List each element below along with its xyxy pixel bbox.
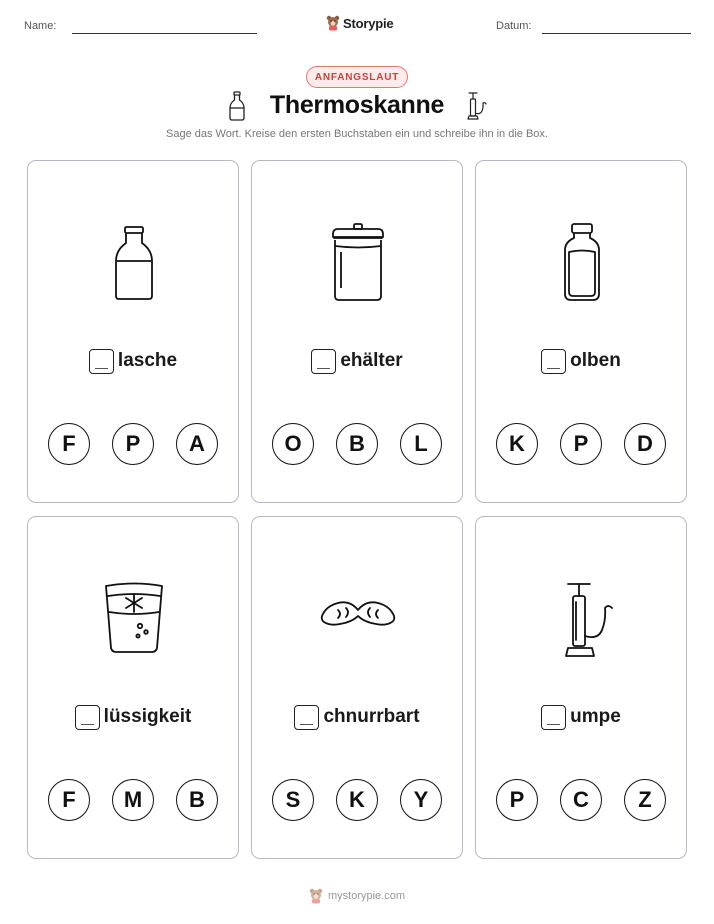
letter-choices <box>252 423 462 465</box>
page-title: Thermoskanne <box>269 91 445 119</box>
card-1 <box>27 160 239 503</box>
instructions: Sage das Wort. Kreise den ersten Buchstaben ein und schreibe ihn in die Box. <box>166 128 548 140</box>
category-badge: ANFANGSLAUT <box>306 66 408 88</box>
card-4 <box>27 516 239 859</box>
word-ending: lasche <box>117 350 178 371</box>
word-row <box>252 703 462 731</box>
word-row <box>252 347 462 375</box>
vial-flask-icon <box>532 216 632 306</box>
word-ending: chnurrbart <box>323 706 420 727</box>
card-6 <box>475 516 687 859</box>
word-ending: umpe <box>570 706 621 727</box>
letter-choice[interactable]: O <box>272 423 314 465</box>
milk-bottle-icon <box>84 216 184 306</box>
letter-choice[interactable]: K <box>336 779 378 821</box>
letter-choice[interactable]: S <box>272 779 314 821</box>
letter-choice[interactable]: Y <box>400 779 442 821</box>
letter-choice[interactable]: A <box>176 423 218 465</box>
date-label: Datum: <box>496 20 532 32</box>
answer-box[interactable] <box>89 349 114 374</box>
answer-box[interactable] <box>75 705 100 730</box>
card-3 <box>475 160 687 503</box>
answer-box[interactable] <box>311 349 336 374</box>
title-row <box>0 88 714 126</box>
word-row <box>476 703 686 731</box>
name-line <box>72 33 257 34</box>
air-pump-icon <box>532 572 632 662</box>
letter-choices <box>28 779 238 821</box>
letter-choice[interactable]: K <box>496 423 538 465</box>
brand-logo <box>326 13 393 33</box>
letter-choice[interactable]: D <box>624 423 666 465</box>
card-image <box>532 572 632 662</box>
word-row <box>28 347 238 375</box>
answer-box[interactable] <box>294 705 319 730</box>
answer-box[interactable] <box>541 349 566 374</box>
bear-logo-icon <box>309 888 323 904</box>
letter-choice[interactable]: F <box>48 423 90 465</box>
name-label: Name: <box>24 20 57 32</box>
letter-choices <box>252 779 462 821</box>
letter-choice[interactable]: Z <box>624 779 666 821</box>
mustache-icon <box>308 572 408 662</box>
word-ending: olben <box>570 350 621 371</box>
letter-choice[interactable]: L <box>400 423 442 465</box>
card-image <box>532 216 632 306</box>
card-image <box>308 216 408 306</box>
letter-choice[interactable]: B <box>336 423 378 465</box>
worksheet-header <box>0 0 714 50</box>
word-row <box>28 703 238 731</box>
ice-drink-glass-icon <box>84 572 184 662</box>
footer-url[interactable]: mystorypie.com <box>327 890 406 902</box>
card-5 <box>251 516 463 859</box>
bear-logo-icon <box>326 15 340 31</box>
card-image <box>308 572 408 662</box>
word-ending: ehälter <box>340 350 403 371</box>
card-image <box>84 572 184 662</box>
card-image <box>84 216 184 306</box>
letter-choices <box>476 423 686 465</box>
word-ending: lüssigkeit <box>103 706 192 727</box>
answer-box[interactable] <box>541 705 566 730</box>
container-jar-icon <box>308 216 408 306</box>
brand-name: Storypie <box>343 15 394 31</box>
letter-choice[interactable]: B <box>176 779 218 821</box>
word-row <box>476 347 686 375</box>
letter-choice[interactable]: C <box>560 779 602 821</box>
card-2 <box>251 160 463 503</box>
air-pump-icon <box>465 91 489 121</box>
letter-choice[interactable]: P <box>112 423 154 465</box>
letter-choices <box>476 779 686 821</box>
letter-choice[interactable]: P <box>560 423 602 465</box>
letter-choices <box>28 423 238 465</box>
letter-choice[interactable]: F <box>48 779 90 821</box>
letter-choice[interactable]: P <box>496 779 538 821</box>
footer <box>0 886 714 906</box>
date-line <box>542 33 691 34</box>
letter-choice[interactable]: M <box>112 779 154 821</box>
